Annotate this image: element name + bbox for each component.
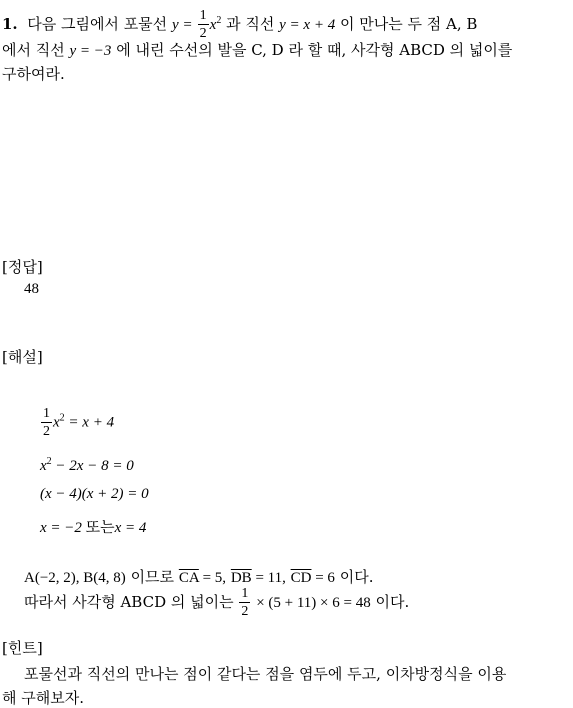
solution-label: [해설]	[2, 348, 43, 366]
fraction	[41, 407, 52, 439]
solution-equation-1	[40, 407, 114, 439]
segment-cd: $\overline{CD}$	[290, 570, 312, 586]
question-line-3	[2, 63, 65, 84]
question-text: 과 직선	[226, 15, 275, 33]
area-expression: × (5 + 11) × 6 = 48	[256, 595, 371, 611]
question-text: 이 만나는 두 점 A, B	[339, 15, 478, 33]
math-var: y	[171, 17, 179, 33]
segment-cd-value: = 6	[311, 570, 335, 586]
math-var: x	[209, 17, 217, 33]
question-line-1	[2, 9, 477, 41]
math-var: x	[53, 414, 60, 431]
question-number: 1.	[2, 15, 18, 33]
math-exponent: 2	[59, 412, 65, 424]
solution-equation-3: (x − 4)(x + 2) = 0	[40, 486, 149, 502]
segment-ca: $\overline{CA}$	[178, 570, 199, 586]
fraction-denominator: 2	[199, 26, 207, 41]
question-text: 에서 직선	[2, 41, 65, 59]
segment-db-value: = 11,	[251, 570, 286, 586]
fraction-numerator: 1	[241, 586, 249, 601]
points-end: 이다.	[339, 568, 374, 586]
math-word: 또는	[85, 518, 115, 536]
points-text: A(−2, 2), B(4, 8)	[24, 570, 126, 586]
solution-equation-2	[40, 456, 134, 475]
math-var: x	[40, 458, 47, 474]
math-exponent: 2	[46, 456, 52, 467]
points-mid: 이므로	[130, 568, 175, 586]
segment-db: $\overline{DB}$	[230, 570, 252, 586]
question-text: 에 내린 수선의 발을 C, D 라 할 때, 사각형 ABCD 의 넓이를	[116, 41, 513, 59]
area-end: 이다.	[375, 593, 410, 611]
hint-line-2: 해 구해보자.	[2, 689, 84, 707]
question-text: 다음 그림에서 포물선	[27, 15, 168, 33]
solution-equation-4	[40, 516, 146, 537]
segment-ca-value: = 5,	[198, 570, 227, 586]
answer-label: [정답]	[2, 258, 43, 276]
answer-value: 48	[24, 281, 39, 297]
hint-line-1: 포물선과 직선의 만나는 점이 같다는 점을 염두에 두고, 이차방정식을 이용	[24, 665, 507, 683]
fraction	[239, 587, 250, 619]
question-text: 구하여라.	[2, 65, 65, 83]
fraction-numerator: 1	[199, 8, 207, 23]
solution-points-line	[24, 566, 373, 587]
math-op: =	[183, 17, 192, 33]
hint-label: [힌트]	[2, 639, 43, 657]
fraction-denominator: 2	[241, 604, 249, 619]
solution-area-line	[24, 587, 409, 619]
math-equation: x = −2	[40, 520, 82, 536]
fraction-denominator: 2	[43, 424, 50, 439]
fraction	[198, 9, 209, 41]
math-equation: x = 4	[114, 520, 147, 536]
math-equation: y = −3	[69, 43, 112, 59]
math-rest: − 2x − 8 = 0	[51, 458, 134, 474]
question-line-2	[2, 39, 512, 60]
math-exponent: 2	[216, 15, 222, 26]
math-rest: = x + 4	[64, 414, 115, 431]
math-equation: y = x + 4	[279, 17, 336, 33]
fraction-numerator: 1	[43, 406, 50, 421]
area-text: 따라서 사각형 ABCD 의 넓이는	[24, 593, 234, 611]
